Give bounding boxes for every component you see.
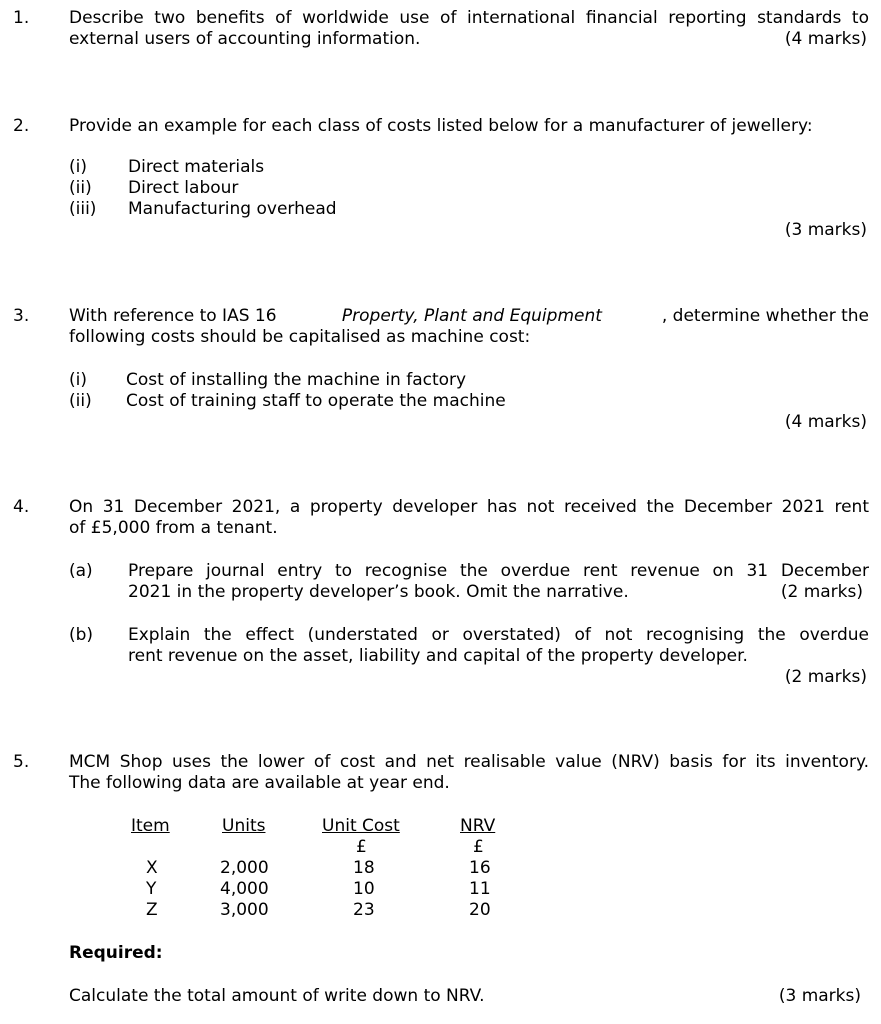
question-3-line-1-pre: With reference to IAS 16 <box>69 306 282 326</box>
table-nrv-currency: £ <box>473 837 484 857</box>
question-2-item-2-text: Direct labour <box>128 178 239 198</box>
question-5-line-2: The following data are available at year end. <box>69 773 450 793</box>
question-2-item-3-text: Manufacturing overhead <box>128 199 337 219</box>
question-5-marks: (3 marks) <box>778 986 861 1006</box>
question-3-item-1-text: Cost of installing the machine in factory <box>126 370 467 390</box>
table-row-1-unit-cost: 18 <box>353 858 375 878</box>
table-row-1-units: 2,000 <box>220 858 269 878</box>
table-header-unit-cost: Unit Cost <box>322 816 400 836</box>
question-3-line-2: following costs should be capitalised as machine cost: <box>69 327 531 347</box>
question-5-line-1: MCM Shop uses the lower of cost and net realisable value (NRV) basis for its inventory. <box>69 752 869 772</box>
table-row-3-units: 3,000 <box>220 900 269 920</box>
table-row-3-nrv: 20 <box>469 900 491 920</box>
question-3-item-2-label: (ii) <box>69 391 92 411</box>
question-4a-line-2: 2021 in the property developer’s book. Omit the narrative. <box>128 582 629 602</box>
table-row-2-unit-cost: 10 <box>353 879 375 899</box>
required-text: Calculate the total amount of write down to NRV. <box>69 986 485 1006</box>
table-row-2-nrv: 11 <box>469 879 491 899</box>
question-4a-marks: (2 marks) <box>780 582 863 602</box>
question-4b-line-1: Explain the effect (understated or overstated) of not recognising the overdue <box>128 625 869 645</box>
question-4-line-2: of £5,000 from a tenant. <box>69 518 278 538</box>
question-3-marks: (4 marks) <box>784 412 867 432</box>
question-4b-label: (b) <box>69 625 94 645</box>
table-row-1-nrv: 16 <box>469 858 491 878</box>
table-header-nrv: NRV <box>460 816 496 836</box>
question-2-intro: Provide an example for each class of costs listed below for a manufacturer of jewellery: <box>69 116 813 136</box>
required-label: Required: <box>69 943 163 963</box>
question-2-marks: (3 marks) <box>784 220 867 240</box>
question-4-line-1: On 31 December 2021, a property developer has not received the December 2021 rent <box>69 497 869 517</box>
question-3-number: 3. <box>13 306 30 326</box>
question-5-number: 5. <box>13 752 30 772</box>
question-2-item-1-text: Direct materials <box>128 157 265 177</box>
table-row-2-item: Y <box>146 879 157 899</box>
table-unit-cost-currency: £ <box>356 837 367 857</box>
question-3-item-2-text: Cost of training staff to operate the machine <box>126 391 506 411</box>
table-header-item: Item <box>131 816 170 836</box>
question-2-number: 2. <box>13 116 30 136</box>
question-1-line-2: external users of accounting information. <box>69 29 421 49</box>
question-4b-marks: (2 marks) <box>784 667 867 687</box>
question-4a-line-1: Prepare journal entry to recognise the overdue rent revenue on 31 December <box>128 561 869 581</box>
question-2-item-3-label: (iii) <box>69 199 97 219</box>
table-row-1-item: X <box>146 858 158 878</box>
question-4b-line-2: rent revenue on the asset, liability and capital of the property developer. <box>128 646 748 666</box>
table-row-3-unit-cost: 23 <box>353 900 375 920</box>
question-3-line-1 <box>69 306 869 327</box>
table-row-3-item: Z <box>146 900 158 920</box>
table-row-2-units: 4,000 <box>220 879 269 899</box>
question-2-item-1-label: (i) <box>69 157 87 177</box>
question-3-item-1-label: (i) <box>69 370 87 390</box>
question-1-number: 1. <box>13 8 30 28</box>
question-3-line-1-italic: Property, Plant and Equipment <box>341 306 602 326</box>
question-2-item-2-label: (ii) <box>69 178 92 198</box>
question-4a-label: (a) <box>69 561 93 581</box>
question-4-number: 4. <box>13 497 30 517</box>
question-1-line-1: Describe two benefits of worldwide use of international financial reporting standards to <box>69 8 869 28</box>
question-1-marks: (4 marks) <box>784 29 867 49</box>
table-header-units: Units <box>222 816 266 836</box>
question-3-line-1-post: , determine whether the <box>661 306 869 326</box>
